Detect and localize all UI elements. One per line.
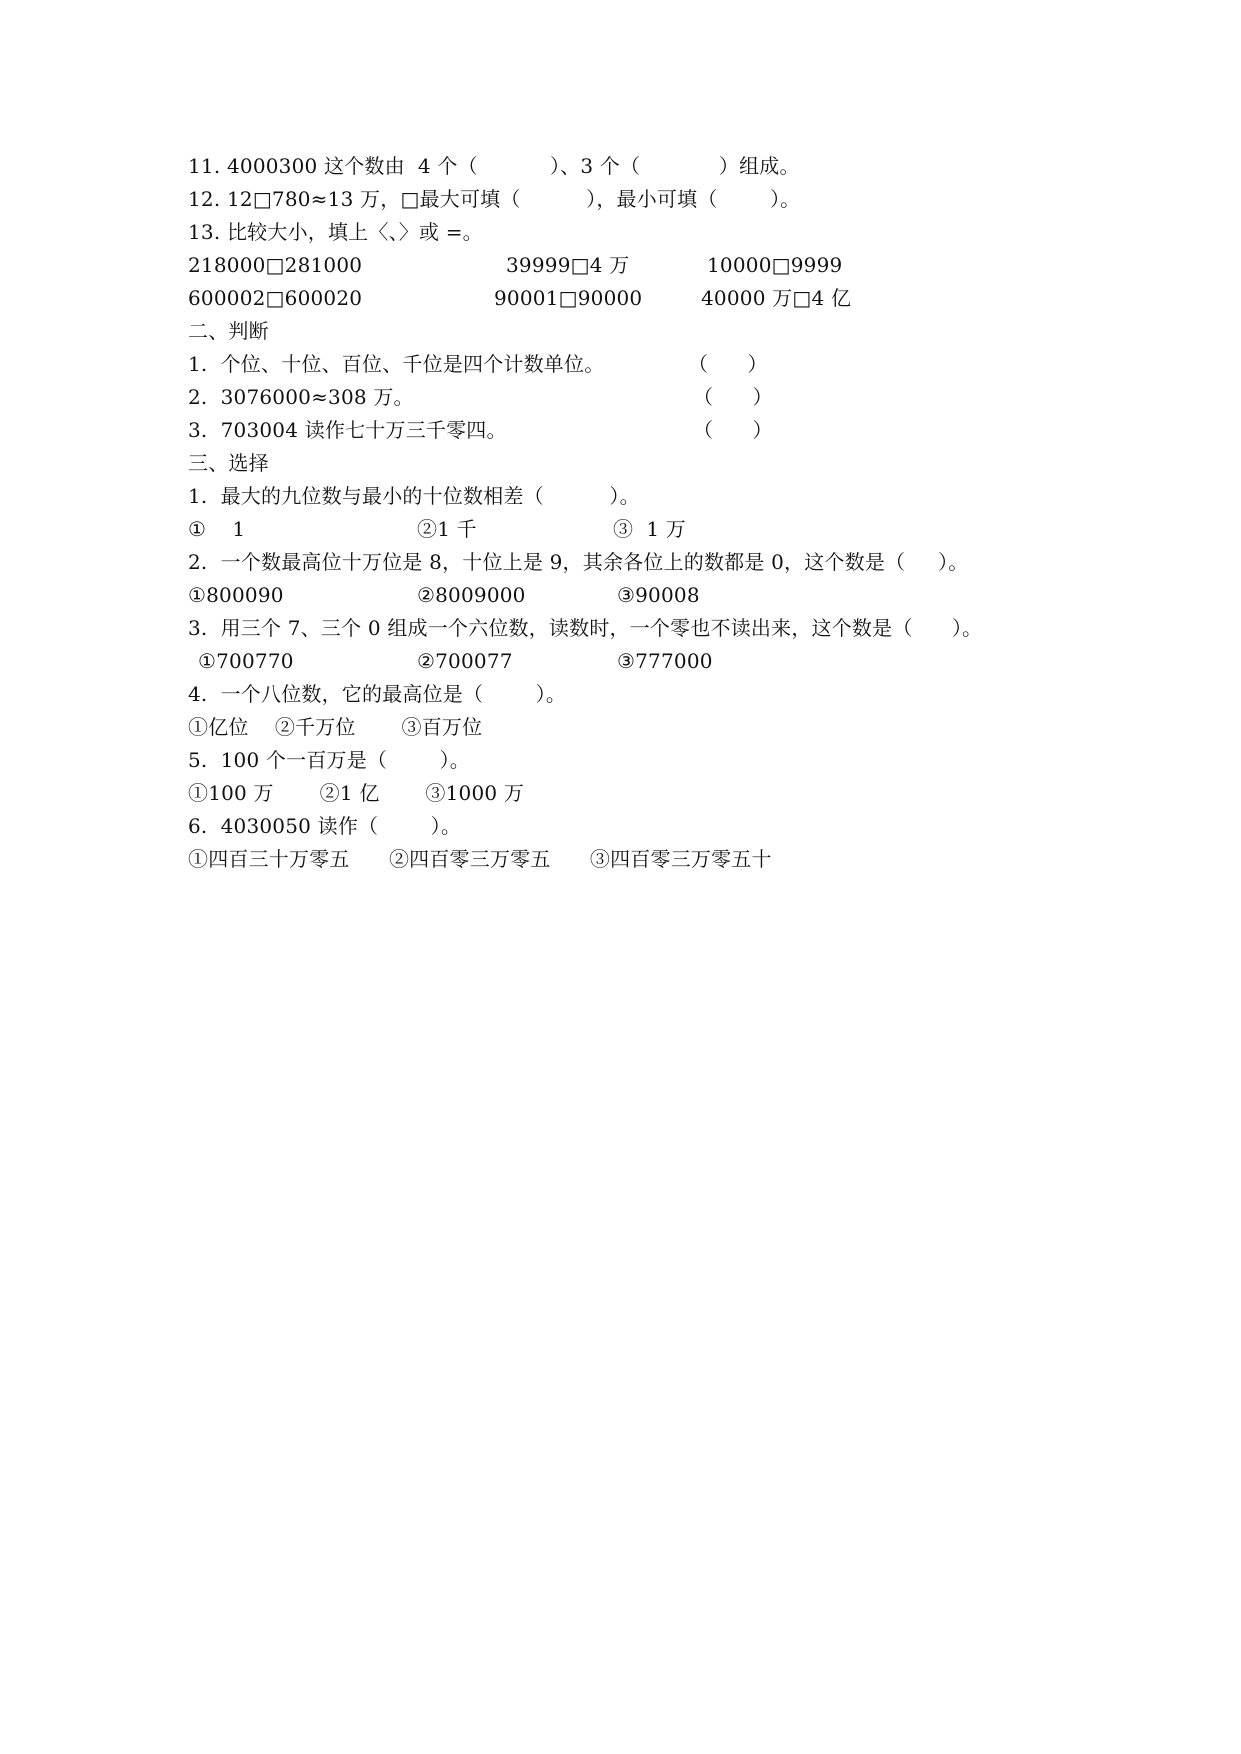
choice-question-3: 3. 用三个 7、三个 0 组成一个六位数，读数时，一个零也不读出来，这个数是（ ）。 [188, 616, 983, 640]
choice-question-4: 4. 一个八位数，它的最高位是（ ）。 [188, 682, 567, 706]
judge-item-2 [188, 382, 773, 412]
choice-question-5: 5. 100 个一百万是（ ）。 [188, 748, 470, 772]
compare-item: 90001□90000 [494, 286, 643, 310]
option: ①700770 [198, 649, 294, 673]
compare-item: 40000 万□4 亿 [701, 286, 852, 310]
question-13: 13. 比较大小，填上〈、〉或 =。 [188, 220, 483, 244]
compare-item: 600002□600020 [188, 286, 363, 310]
choice-question-1: 1. 最大的九位数与最小的十位数相差（ ）。 [188, 484, 640, 508]
option: ③777000 [617, 649, 713, 673]
choice-question-6: 6. 4030050 读作（ ）。 [188, 814, 462, 838]
section-heading-judge: 二、判断 [188, 319, 269, 343]
judge-item-3 [188, 415, 773, 445]
judge-text: 2. 3076000≈308 万。 [188, 385, 414, 409]
answer-paren: （ ） [693, 418, 773, 442]
choice-options-2 [188, 580, 700, 610]
compare-row-2 [188, 283, 852, 313]
option: ②700077 [417, 649, 513, 673]
choice-options-4: ①亿位 ②千万位 ③百万位 [188, 715, 483, 739]
option: ①800090 [188, 583, 284, 607]
answer-paren: （ ） [688, 352, 768, 376]
option: ②8009000 [417, 583, 526, 607]
judge-text: 1. 个位、十位、百位、千位是四个计数单位。 [188, 352, 605, 376]
choice-options-5: ①100 万 ②1 亿 ③1000 万 [188, 781, 525, 805]
option: ① 1 [188, 517, 246, 541]
option: ②1 千 [417, 517, 477, 541]
compare-item: 10000□9999 [707, 253, 843, 277]
section-heading-choice: 三、选择 [188, 451, 269, 475]
judge-item-1 [188, 349, 768, 379]
option: ③90008 [617, 583, 700, 607]
question-11: 11. 4000300 这个数由 4 个（ ）、3 个（ ）组成。 [188, 154, 800, 178]
choice-options-6: ①四百三十万零五 ②四百零三万零五 ③四百零三万零五十 [188, 847, 772, 871]
choice-options-1 [188, 514, 686, 544]
compare-item: 39999□4 万 [506, 253, 630, 277]
compare-item: 218000□281000 [188, 253, 363, 277]
answer-paren: （ ） [693, 385, 773, 409]
question-12: 12. 12□780≈13 万，□最大可填（ ），最小可填（ ）。 [188, 187, 801, 211]
option: ③ 1 万 [613, 517, 686, 541]
choice-options-3 [188, 646, 713, 676]
compare-row-1 [188, 250, 843, 280]
choice-question-2: 2. 一个数最高位十万位是 8，十位上是 9，其余各位上的数都是 0，这个数是（ ）。 [188, 550, 969, 574]
judge-text: 3. 703004 读作七十万三千零四。 [188, 418, 507, 442]
